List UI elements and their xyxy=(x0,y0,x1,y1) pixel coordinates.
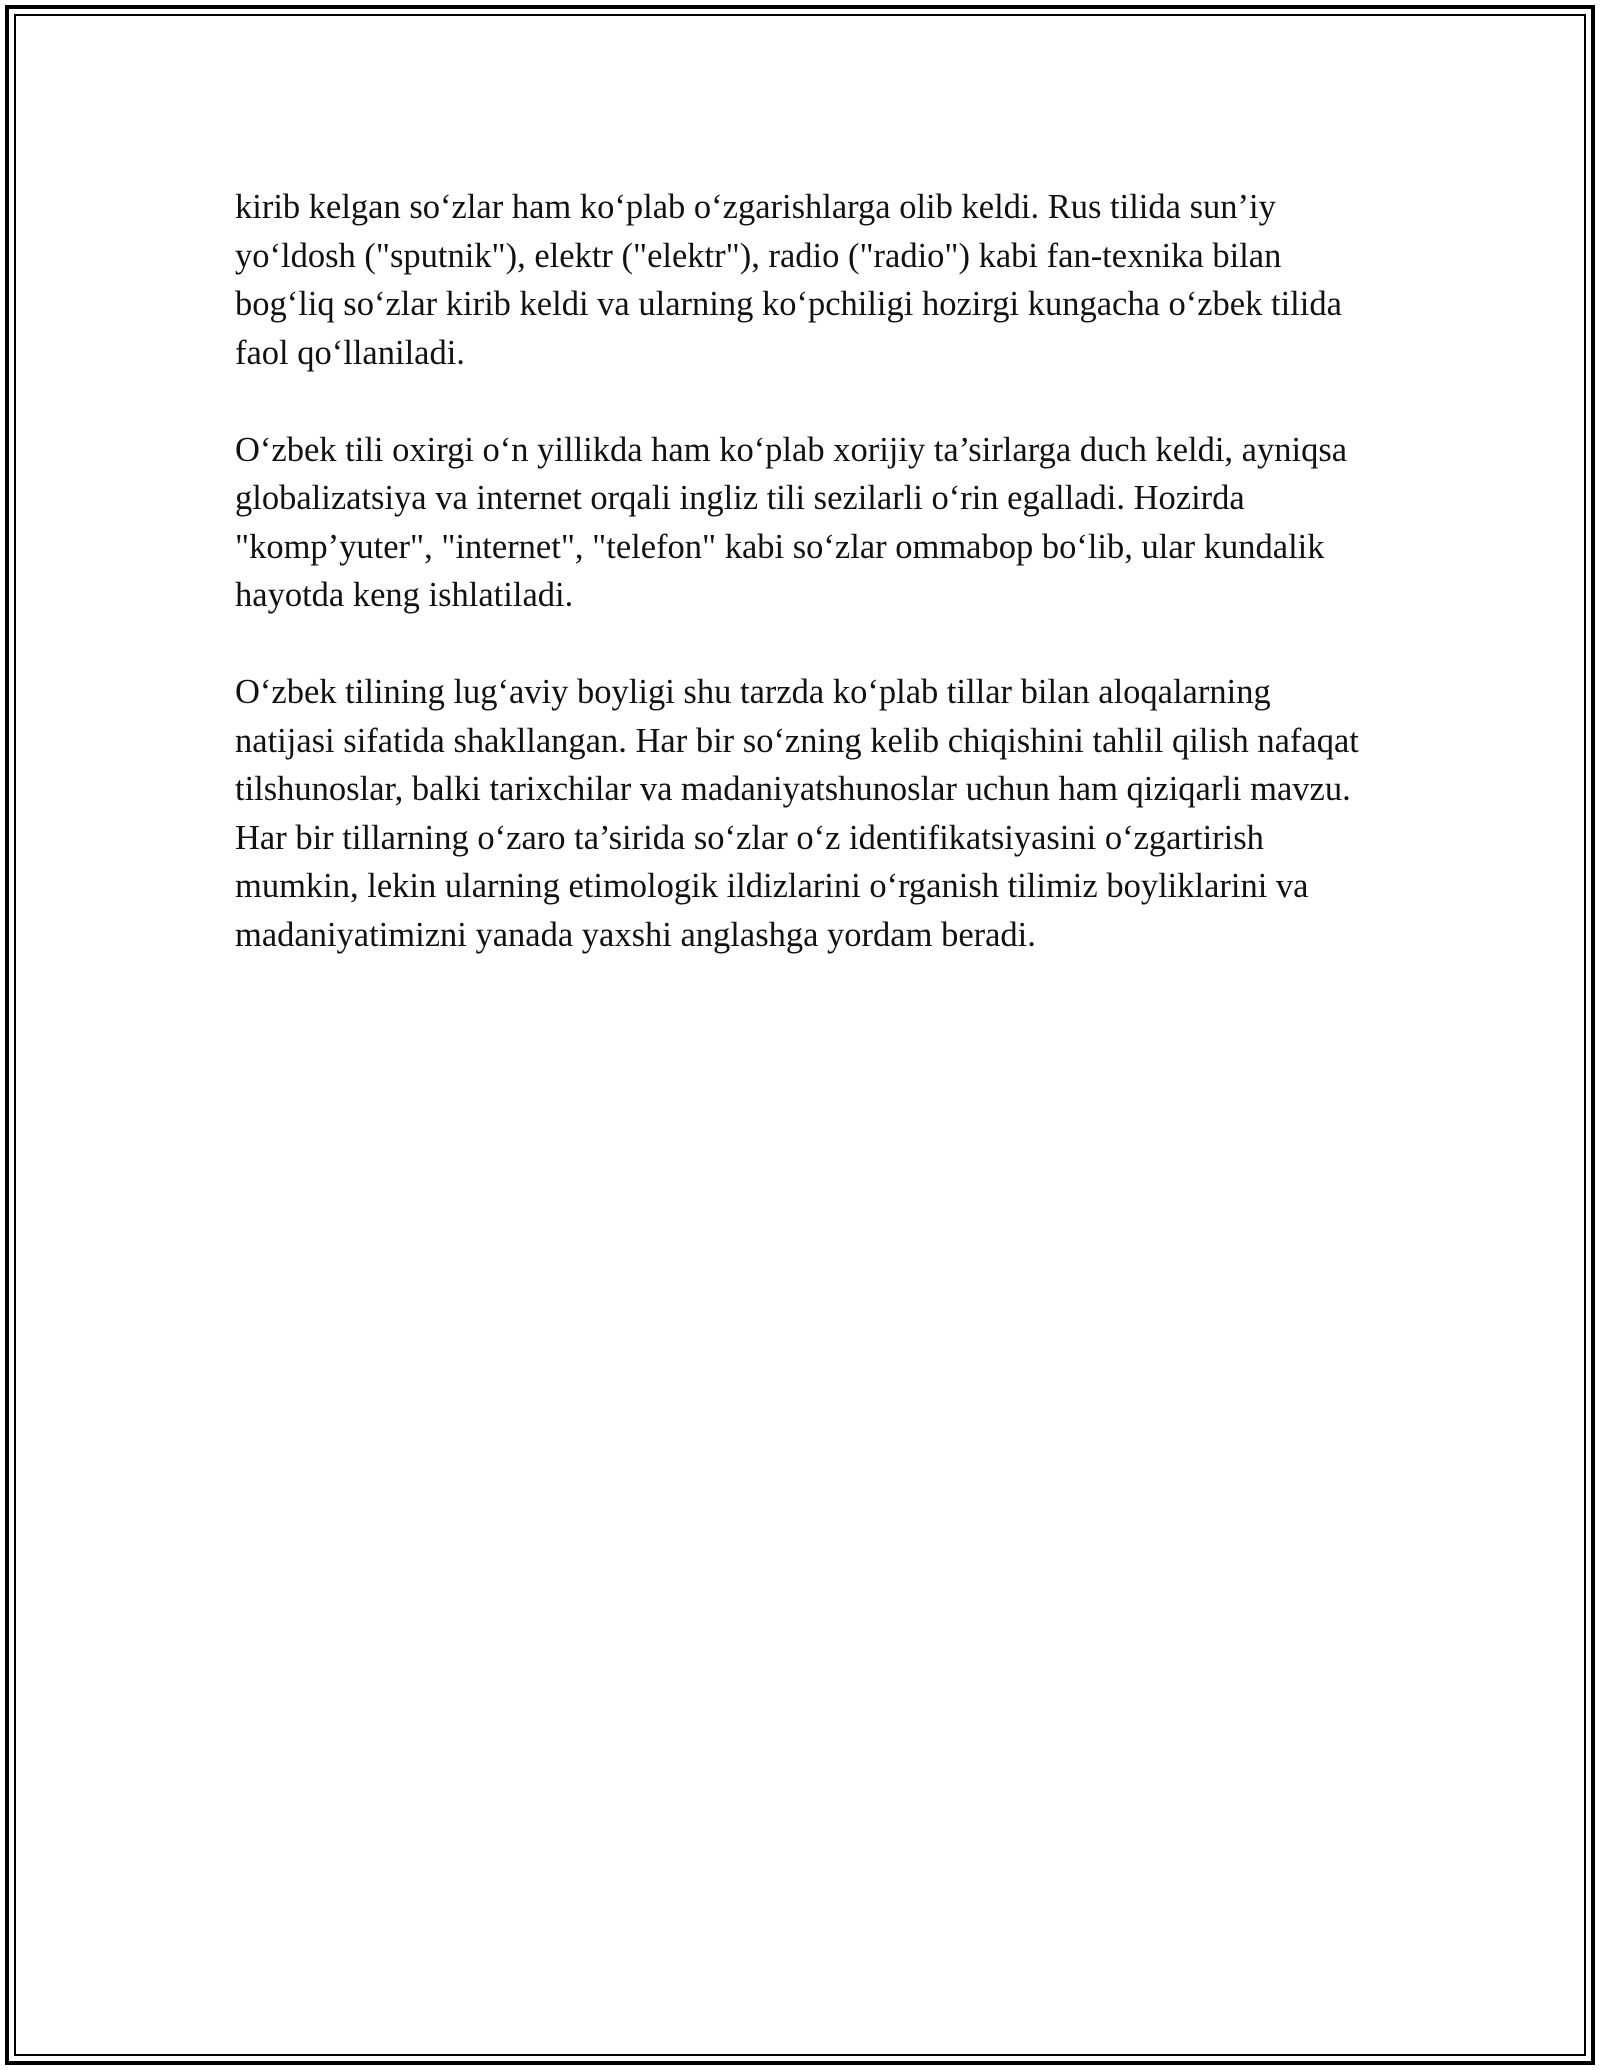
paragraph-2: O‘zbek tili oxirgi o‘n yillikda ham ko‘plab xorijiy ta’sirlarga duch keldi, ayniqsa globalizatsiya va internet orqali ingliz tili sezilarli o‘rin egalladi. Hozirda "komp’yuter", "internet", "telefon" kabi so‘zlar ommabop bo‘lib, ular kundalik hayotda keng ishlatiladi. xyxy=(235,430,1348,614)
paragraph-3: O‘zbek tilining lug‘aviy boyligi shu tarzda ko‘plab tillar bilan aloqalarning natijasi sifatida shakllangan. Har bir so‘zning kelib chiqishini tahlil qilish nafaqat tilshunoslar, balki tarixchilar va madaniyatshunoslar uchun ham qiziqarli mavzu. Har bir tillarning o‘zaro ta’sirida so‘zlar o‘z identifikatsiyasini o‘zgartirish mumkin, lekin ularning etimologik ildizlarini o‘rganish tilimiz boyliklarini va madaniyatimizni yanada yaxshi anglashga yordam beradi. xyxy=(235,673,1359,954)
document-body xyxy=(235,183,1365,1008)
paragraph-1: kirib kelgan so‘zlar ham ko‘plab o‘zgarishlarga olib keldi. Rus tilida sun’iy yo‘ldosh ("sputnik"), elektr ("elektr"), radio ("radio") kabi fan-texnika bilan bog‘liq so‘zlar kirib keldi va ularning ko‘pchiligi hozirgi kungacha o‘zbek tilida faol qo‘llaniladi. xyxy=(235,188,1342,372)
